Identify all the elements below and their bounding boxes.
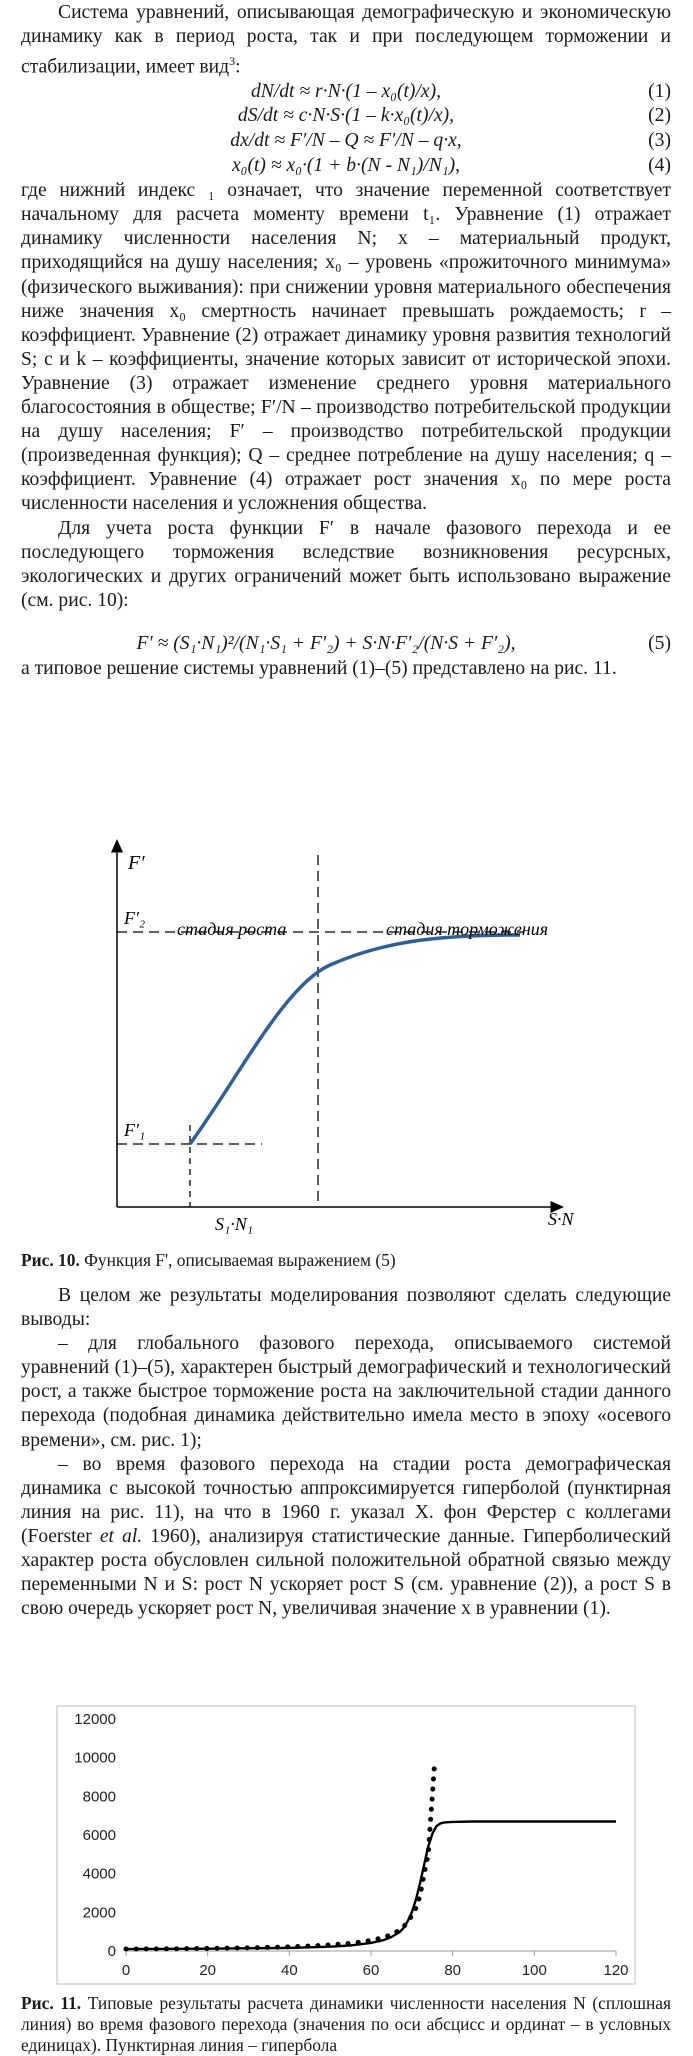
equation-3	[21, 130, 671, 155]
x-tick-label: 100	[521, 1962, 547, 1979]
equation-block	[21, 81, 671, 179]
x-tick-label: 20	[199, 1962, 217, 1979]
equation-4	[21, 155, 671, 180]
figure-11-caption	[21, 1993, 671, 2056]
x-tick-label: 60	[362, 1962, 380, 1979]
intro-paragraph	[21, 1, 671, 80]
x-tick-label: 40	[280, 1962, 298, 1979]
x-axis-label: S·N	[548, 1209, 574, 1229]
solution-paragraph: а типовое решение системы уравнений (1)–(5) представлено на рис. 11.	[21, 658, 617, 680]
figure-10	[0, 835, 693, 1235]
equation-number: (4)	[648, 154, 671, 176]
conclusions-block	[21, 1284, 671, 1621]
f-prime-curve	[190, 935, 520, 1144]
f1-label: F′₁	[124, 1120, 146, 1140]
et-al: et al.	[99, 1525, 143, 1547]
equation-number: (2)	[648, 105, 671, 127]
y-tick-label: 4000	[82, 1865, 116, 1883]
figure-10-caption	[21, 1250, 671, 1271]
y-tick-label: 10000	[74, 1749, 116, 1767]
bullet-2-text: – во время фазового перехода на стадии роста демографическая динамика с высокой точностью аппроксимируется гиперболой (пунктирная линия на рис. 11), на что в 1960 г. указал Х. фон Ферстер с коллегами (Foerster	[21, 1453, 671, 1547]
y-tick-label: 8000	[82, 1788, 116, 1806]
bullet-2-text-end: 1960), анализируя статистические данные. Гиперболический характер роста обусловлен сильной положительной обратной связью между переменными N и S: рост N ускоряет рост S (см. уравнение (2)), а рост S в свою очередь ускоряет рост N, увеличивая значение x в уравнении (1).	[21, 1525, 671, 1620]
s1n1-label: S₁·N₁	[215, 1214, 254, 1234]
equation-1	[21, 81, 671, 106]
y-tick-label: 12000	[74, 1711, 116, 1728]
caption-text: Функция F', описываемая выражением (5)	[79, 1250, 396, 1270]
equation-formula: x₀(t) ≈ x₀·(1 + b·(N - N₁)/N₁),	[231, 154, 461, 176]
y-tick-label: 2000	[82, 1904, 116, 1922]
equation-formula: dN/dt ≈ r·N·(1 – x₀(t)/x),	[250, 80, 442, 102]
caption-text: Типовые результаты расчета динамики численности населения N (сплошная линия) во время фазового перехода (значения по оси абсцисс и ординат – в условных единицах). Пунктирная линия – гипербола	[21, 1993, 672, 2055]
f2-label: F′₂	[124, 908, 146, 928]
equation-formula: dx/dt ≈ F′/N – Q ≈ F′/N – q·x,	[230, 130, 462, 151]
stage-brake-label: стадия торможения	[386, 919, 549, 939]
caption-label: Рис. 10.	[21, 1250, 80, 1270]
equation-number: (1)	[648, 80, 671, 102]
article-page	[21, 0, 671, 682]
equation-5	[21, 633, 671, 658]
bullet-2	[21, 1453, 671, 1622]
footnote-ref: 3	[229, 54, 236, 69]
x-tick-label: 0	[121, 1962, 131, 1979]
equation-number: (3)	[648, 130, 671, 151]
y-tick-label: 0	[107, 1943, 116, 1960]
caption-label: Рис. 11.	[21, 1993, 82, 2013]
bullet-1: – для глобального фазового перехода, описываемого системой уравнений (1)–(5), характерен быстрый демографический и технологический рост, а также быстрое торможение роста на заключительной стадии данного перехода (подобная динамика действительно имела место в эпоху «осевого времени», см. рис. 1);	[21, 1333, 671, 1451]
equation-formula: F′ ≈ (S₁·N₁)²/(N₁·S₁ + F′₂) + S·N·F′₂/(N·S + F′₂),	[136, 632, 516, 654]
results-paragraph: В целом же результаты моделирования позволяют сделать следующие выводы:	[21, 1285, 671, 1331]
y-axis-label: F′	[128, 852, 145, 874]
equation-formula: dS/dt ≈ c·N·S·(1 – k·x₀(t)/x),	[237, 105, 455, 127]
growth-paragraph: Для учета роста функции F′ в начале фазового перехода и ее последующего торможения вследствие возникновения ресурсных, экологических и других ограничений может быть использовано выражение (см. рис. 10):	[21, 517, 671, 611]
y-tick-label: 6000	[82, 1827, 116, 1844]
equation-2	[21, 105, 671, 130]
figure-11-chart	[56, 1705, 636, 1985]
intro-text: Система уравнений, описывающая демографическую и экономическую динамику как в период роста, так и при последующем торможении и стабилизации, имеет вид	[21, 2, 671, 78]
equation-number: (5)	[648, 632, 671, 654]
x-tick-label: 80	[444, 1962, 462, 1979]
stage-growth-label: стадия роста	[177, 919, 287, 939]
variables-paragraph: где нижний индекс ₁ означает, что значение переменной соответствует начальному для расчета моменту времени t₁. Уравнение (1) отражает динамику численности населения N; x – материальный продукт, приходящийся на душу населения; x₀ – уровень «прожиточного минимума» (физического выживания): при снижении уровня материального обеспечения ниже значения x₀ смертность начинает превышать рождаемость; r – коэффициент. Уравнение (2) отражает динамику уровня развития технологий S; c и k – коэффициенты, значение которых зависит от исторической эпохи. Уравнение (3) отражает изменение среднего уровня материального благосостояния в обществе; F′/N – производство потребительской продукции на душу населения; F′ – производство потребительской продукции (произведенная функция); Q – среднее потребление на душу населения; q – коэффициент. Уравнение (4) отражает рост значения x₀ по мере роста численности населения и усложнения общества.	[21, 180, 671, 515]
intro-end: :	[235, 56, 241, 78]
x-tick-label: 120	[603, 1962, 629, 1979]
